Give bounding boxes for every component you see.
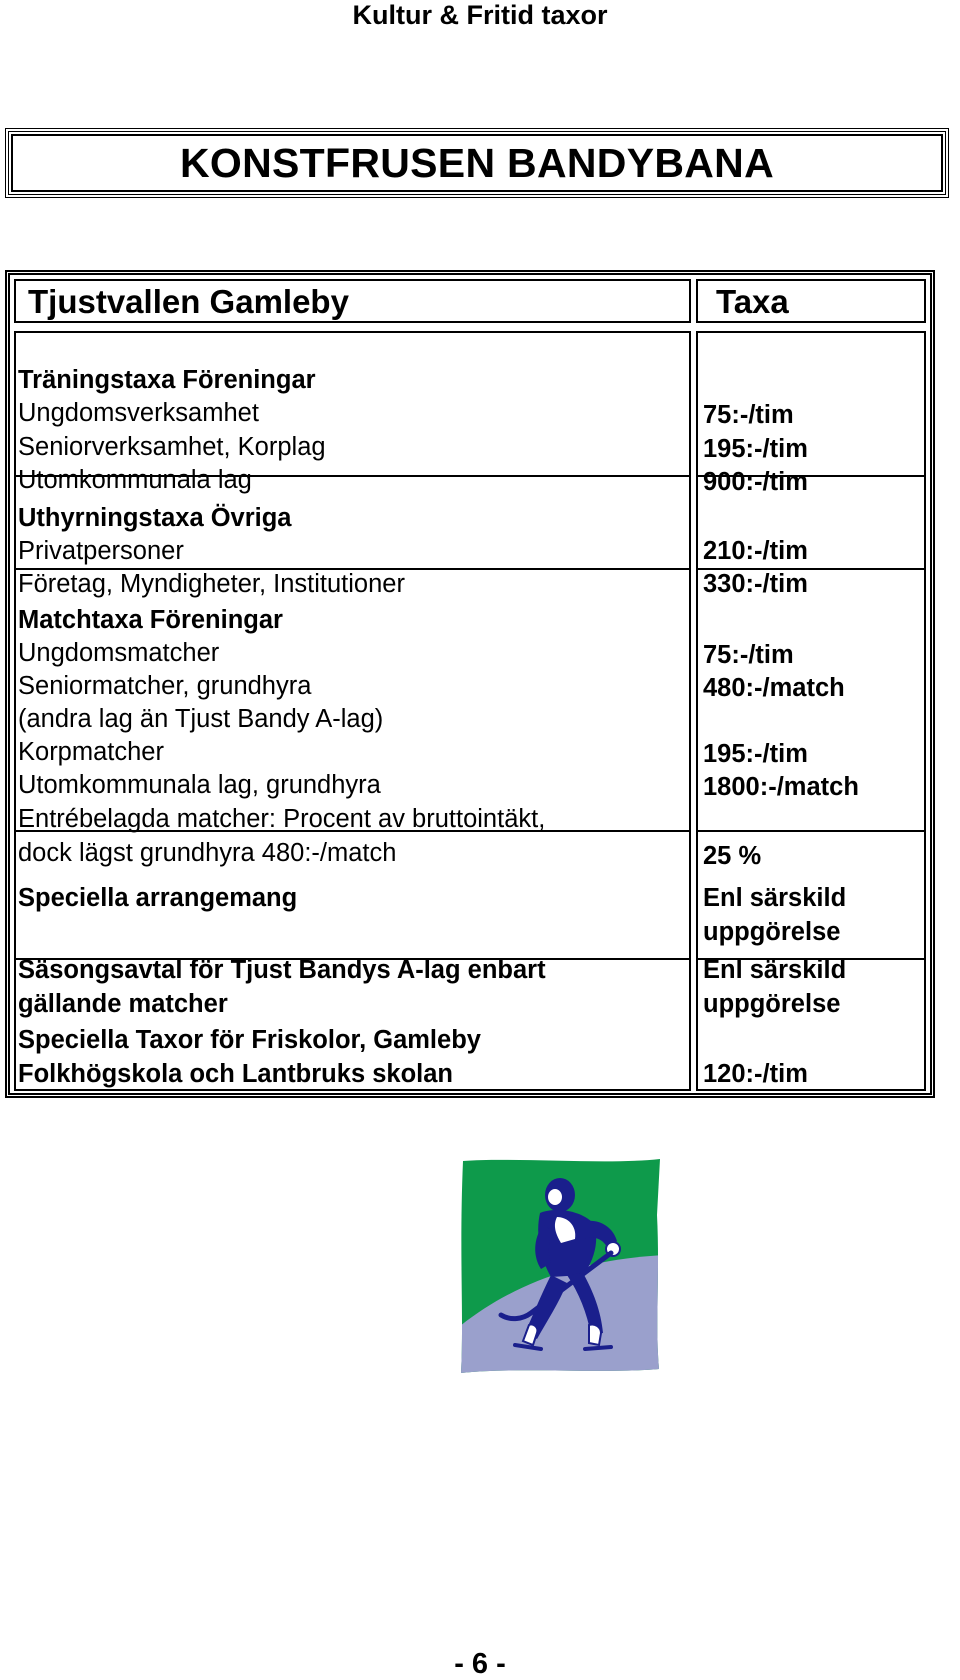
group-heading-match: Matchtaxa Föreningar xyxy=(18,606,283,634)
row-label: Ungdomsverksamhet xyxy=(18,399,259,427)
group-heading-rental: Uthyrningstaxa Övriga xyxy=(18,504,292,532)
group-heading-season: Säsongsavtal för Tjust Bandys A-lag enbart xyxy=(18,956,546,984)
group-heading-season: gällande matcher xyxy=(18,990,228,1018)
title-box xyxy=(5,128,949,198)
row-label: Privatpersoner xyxy=(18,537,184,565)
group-heading-schools: Speciella Taxor för Friskolor, Gamleby xyxy=(18,1026,481,1054)
page-number: - 6 - xyxy=(454,1648,506,1680)
row-label: Utomkommunala lag xyxy=(18,466,252,494)
row-value: 195:-/tim xyxy=(703,740,808,768)
row-divider xyxy=(696,830,926,832)
row-label: Ungdomsmatcher xyxy=(18,639,220,667)
row-value: 75:-/tim xyxy=(703,641,794,669)
row-label: Utomkommunala lag, grundhyra xyxy=(18,771,381,799)
row-value: 120:-/tim xyxy=(703,1060,808,1088)
row-value: 480:-/match xyxy=(703,674,845,702)
column-header-tariff: Taxa xyxy=(696,279,926,323)
row-value: Enl särskild xyxy=(703,956,847,984)
row-label: Seniormatcher, grundhyra xyxy=(18,672,312,700)
row-value: 1800:-/match xyxy=(703,773,859,801)
row-label: Entrébelagda matcher: Procent av bruttointäkt, xyxy=(18,805,546,833)
bandy-player-icon xyxy=(455,1155,665,1377)
row-label: Seniorverksamhet, Korplag xyxy=(18,433,326,461)
page-title: KONSTFRUSEN BANDYBANA xyxy=(11,134,943,192)
row-label: Företag, Myndigheter, Institutioner xyxy=(18,570,405,598)
row-value: 25 % xyxy=(703,842,762,870)
row-value: 330:-/tim xyxy=(703,570,808,598)
row-value: uppgörelse xyxy=(703,990,841,1018)
row-value: 75:-/tim xyxy=(703,401,794,429)
row-value: 195:-/tim xyxy=(703,435,808,463)
group-heading-special: Speciella arrangemang xyxy=(18,884,298,912)
group-heading-schools: Folkhögskola och Lantbruks skolan xyxy=(18,1060,453,1088)
row-value: 210:-/tim xyxy=(703,537,808,565)
row-value: Enl särskild xyxy=(703,884,847,912)
page-header: Kultur & Fritid taxor xyxy=(352,0,608,30)
row-label: dock lägst grundhyra 480:-/match xyxy=(18,839,397,867)
row-value: 900:-/tim xyxy=(703,468,808,496)
row-label: (andra lag än Tjust Bandy A-lag) xyxy=(18,705,384,733)
row-label: Korpmatcher xyxy=(18,738,164,766)
column-header-venue: Tjustvallen Gamleby xyxy=(14,279,691,323)
tariff-table-header xyxy=(10,275,930,330)
row-value: uppgörelse xyxy=(703,918,841,946)
group-heading-training: Träningstaxa Föreningar xyxy=(18,366,316,394)
